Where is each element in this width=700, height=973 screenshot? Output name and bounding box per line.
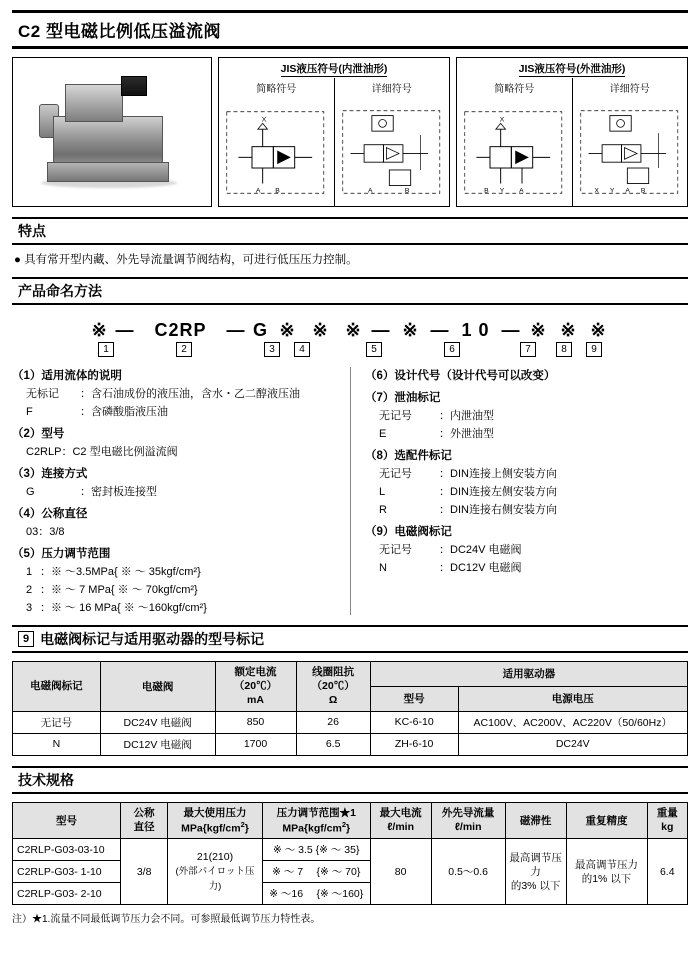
cell-max-current: 80 bbox=[370, 839, 431, 905]
naming-item-4-title: （4）公称直径 bbox=[12, 508, 88, 520]
svg-text:X: X bbox=[593, 187, 599, 195]
table-row bbox=[13, 711, 688, 733]
photo-solenoid-coil bbox=[65, 84, 123, 122]
cell-resistance-1: 26 bbox=[296, 711, 370, 733]
naming-item-8-title: （8）选配件标记 bbox=[365, 450, 452, 462]
symbol-art-simple-external bbox=[457, 98, 572, 206]
cell-model-2: C2RLP-G03- 1-10 bbox=[13, 861, 121, 883]
cell-driver-voltage-1: AC100V、AC200V、AC220V（50/60Hz） bbox=[458, 711, 688, 733]
svg-text:Y: Y bbox=[499, 187, 505, 195]
naming-item-9-line-2: N ：DC12V 电磁阀 bbox=[379, 562, 522, 574]
hydraulic-symbol-icon bbox=[219, 98, 334, 206]
cell-range-2: ※ ～ 7 {※ ～ 70} bbox=[262, 861, 370, 883]
svg-text:Y: Y bbox=[609, 187, 614, 195]
cell-weight: 6.4 bbox=[647, 839, 688, 905]
svg-text:A: A bbox=[624, 187, 630, 195]
svg-text:B: B bbox=[484, 187, 489, 195]
symbol-art-detail-internal bbox=[335, 98, 450, 206]
naming-item-9-title: （9）电磁阀标记 bbox=[365, 526, 452, 538]
code-dash-5: — bbox=[501, 320, 521, 340]
cell-resistance-2: 6.5 bbox=[296, 733, 370, 755]
th-pilot-flow: 外先导流量 ℓ/min bbox=[431, 802, 505, 839]
photo-valve-base bbox=[47, 162, 169, 182]
th-max-current: 最大电流 ℓ/min bbox=[370, 802, 431, 839]
page-root bbox=[0, 10, 700, 973]
code-cell-5b: ※ bbox=[345, 320, 362, 340]
th-hysteresis: 磁滞性 bbox=[505, 802, 566, 839]
code-tag-1: 1 bbox=[98, 342, 114, 357]
svg-text:A: A bbox=[255, 187, 261, 195]
solenoid-table-header-row-1 bbox=[13, 662, 688, 687]
naming-item-7-line-1: 无记号 ：内泄油型 bbox=[379, 410, 494, 422]
features-text: ● 具有常开型内藏、外先导流量调节阀结构，可进行低压压力控制。 bbox=[14, 254, 358, 266]
symbol-column-detail-2: 详细符号 X Y A B bbox=[572, 78, 688, 206]
cell-model-1: C2RLP-G03-03-10 bbox=[13, 839, 121, 861]
svg-text:B: B bbox=[640, 187, 645, 195]
symbol-art-detail-external bbox=[573, 98, 688, 206]
product-photo bbox=[12, 57, 212, 207]
hydraulic-symbol-icon-2 bbox=[457, 98, 572, 206]
cell-model-3: C2RLP-G03- 2-10 bbox=[13, 883, 121, 905]
cell-pilot-flow: 0.5～0.6 bbox=[431, 839, 505, 905]
cell-driver-voltage-2: DC24V bbox=[458, 733, 688, 755]
symbol-panel-title-2: JIS液压符号(外泄油形) bbox=[518, 63, 626, 75]
th-driver: 适用驱动器 bbox=[370, 662, 687, 687]
spec-table bbox=[12, 802, 688, 906]
naming-explanation bbox=[12, 367, 688, 615]
naming-item-3-title: （3）连接方式 bbox=[12, 468, 88, 480]
code-dash-3: — bbox=[371, 320, 391, 340]
th-weight: 重量 kg bbox=[647, 802, 688, 839]
cell-solenoid-1: DC24V 电磁阀 bbox=[100, 711, 215, 733]
naming-right-column bbox=[350, 367, 688, 615]
svg-text:A: A bbox=[519, 187, 524, 195]
naming-item-8-line-1: 无记号 ：DIN连接上侧安装方向 bbox=[379, 468, 557, 480]
svg-text:B: B bbox=[275, 187, 280, 195]
th-mark: 电磁阀标记 bbox=[13, 662, 101, 712]
cell-mark-2: N bbox=[13, 733, 101, 755]
code-tag-4: 4 bbox=[294, 342, 310, 357]
hydraulic-symbol-detail-icon-2 bbox=[573, 98, 688, 206]
naming-item-2-line-1: C2RLP：C2 型电磁比例溢流阀 bbox=[26, 446, 178, 458]
naming-item-2-title: （2）型号 bbox=[12, 428, 65, 440]
th-driver-voltage: 电源电压 bbox=[458, 686, 688, 711]
th-resistance: 线圈阻抗 （20℃） Ω bbox=[296, 662, 370, 712]
cell-max-pressure: 21(210) (外部パイロット压力) bbox=[168, 839, 263, 905]
table-row bbox=[13, 733, 688, 755]
naming-item-9-line-1: 无记号 ：DC24V 电磁阀 bbox=[379, 544, 522, 556]
symbol-column-detail: 详细符号 A B bbox=[334, 78, 450, 206]
symbol-panel-title: JIS液压符号(内泄油形) bbox=[280, 63, 388, 75]
top-illustration-row bbox=[12, 57, 688, 207]
model-code-block bbox=[12, 315, 688, 357]
naming-item-7-line-2: E ：外泄油型 bbox=[379, 428, 494, 440]
th-repeatability: 重复精度 bbox=[566, 802, 647, 839]
code-cell-9b: ※ bbox=[590, 320, 607, 340]
solenoid-section-title: 电磁阀标记与适用驱动器的型号标记 bbox=[40, 631, 265, 647]
code-tag-2: 2 bbox=[176, 342, 192, 357]
code-dash-1: — bbox=[115, 320, 135, 340]
cell-bore: 3/8 bbox=[121, 839, 168, 905]
naming-item-5-line-1: 1 ：※ ～3.5MPa{ ※ ～ 35kgf/cm²} bbox=[26, 566, 201, 578]
symbol-panel-internal-drain bbox=[218, 57, 450, 207]
naming-item-5-title: （5）压力调节范围 bbox=[12, 548, 111, 560]
symbol-column-simple: 简略符号 X A B bbox=[219, 78, 334, 206]
naming-item-8-line-2: L ：DIN连接左侧安装方向 bbox=[379, 486, 557, 498]
naming-item-1-title: （1）适用流体的说明 bbox=[12, 370, 122, 382]
code-tag-7: 7 bbox=[520, 342, 536, 357]
th-solenoid: 电磁阀 bbox=[100, 662, 215, 712]
code-dash-4: — bbox=[430, 320, 450, 340]
naming-item-5-line-3: 3 ：※ ～ 16 MPa{ ※ ～160kgf/cm²} bbox=[26, 602, 207, 614]
code-cell-2: C2RP bbox=[154, 320, 207, 340]
spec-table-header-row bbox=[13, 802, 688, 839]
cell-range-3: ※ ～16 {※ ～160} bbox=[262, 883, 370, 905]
code-cell-6: ※ bbox=[402, 320, 419, 340]
code-cell-1: ※ bbox=[91, 320, 108, 340]
model-code-row bbox=[12, 315, 688, 341]
solenoid-table bbox=[12, 661, 688, 756]
symbol-column-simple-2: 简略符号 X B Y A bbox=[457, 78, 572, 206]
code-cell-9: ※ bbox=[560, 320, 577, 340]
code-cell-5: ※ bbox=[312, 320, 329, 340]
code-dash-2: — bbox=[226, 320, 246, 340]
th-model: 型号 bbox=[13, 802, 121, 839]
svg-text:X: X bbox=[499, 116, 505, 124]
cell-mark-1: 无记号 bbox=[13, 711, 101, 733]
solenoid-section-number: 9 bbox=[18, 631, 34, 647]
naming-item-7-title: （7）泄油标记 bbox=[365, 392, 441, 404]
cell-repeatability: 最高调节压力 的1% 以下 bbox=[566, 839, 647, 905]
code-cell-8: ※ bbox=[530, 320, 547, 340]
code-cell-3: G bbox=[252, 320, 268, 340]
page-title: C2 型电磁比例低压溢流阀 bbox=[12, 10, 688, 49]
svg-text:X: X bbox=[261, 116, 267, 124]
features-heading: 特点 bbox=[12, 217, 688, 245]
solenoid-section-heading bbox=[12, 625, 688, 653]
code-cell-7: 1 0 bbox=[461, 320, 490, 340]
code-cell-4: ※ bbox=[279, 320, 296, 340]
cell-current-1: 850 bbox=[215, 711, 296, 733]
hydraulic-symbol-detail-icon bbox=[335, 98, 450, 206]
symbol-art-simple-internal bbox=[219, 98, 334, 206]
cell-driver-model-2: ZH-6-10 bbox=[370, 733, 458, 755]
code-tag-6: 6 bbox=[444, 342, 460, 357]
footer-note: 注）★1.流量不同最低调节压力会不同。可参照最低调节压力特性表。 bbox=[12, 914, 321, 926]
naming-item-6-title: （6）设计代号（设计代号可以改变） bbox=[365, 370, 556, 382]
model-code-tags bbox=[12, 342, 688, 357]
cell-hysteresis: 最高调节压力 的3% 以下 bbox=[505, 839, 566, 905]
th-driver-model: 型号 bbox=[370, 686, 458, 711]
naming-heading: 产品命名方法 bbox=[12, 277, 688, 305]
th-max-pressure: 最大使用压力 $MPa\{kgf/cm^2\}$ bbox=[168, 802, 263, 839]
th-current: 额定电流 （20℃） mA bbox=[215, 662, 296, 712]
cell-range-1: ※ ～ 3.5 {※ ～ 35} bbox=[262, 839, 370, 861]
code-tag-8: 8 bbox=[556, 342, 572, 357]
naming-item-3-line-1: G ：密封板连接型 bbox=[26, 486, 157, 498]
cell-solenoid-2: DC12V 电磁阀 bbox=[100, 733, 215, 755]
photo-connector bbox=[121, 76, 147, 96]
th-bore: 公称 直径 bbox=[121, 802, 168, 839]
svg-text:A: A bbox=[367, 187, 373, 195]
code-tag-5: 5 bbox=[366, 342, 382, 357]
symbol-panel-external-drain bbox=[456, 57, 688, 207]
spec-section-heading: 技术规格 bbox=[12, 766, 688, 794]
code-tag-9: 9 bbox=[586, 342, 602, 357]
cell-current-2: 1700 bbox=[215, 733, 296, 755]
svg-text:B: B bbox=[404, 187, 409, 195]
naming-item-1-line-2: F ：含磷酸脂液压油 bbox=[26, 406, 168, 418]
code-tag-3: 3 bbox=[264, 342, 280, 357]
th-range: 压力调节范围★1 $MPa\{kgf/cm^2\}$ bbox=[262, 802, 370, 839]
cell-driver-model-1: KC-6-10 bbox=[370, 711, 458, 733]
naming-item-5-line-2: 2 ：※ ～ 7 MPa{ ※ ～ 70kgf/cm²} bbox=[26, 584, 198, 596]
naming-item-1-line-1: 无标记 ：含石油成份的液压油，含水・乙二醇液压油 bbox=[26, 388, 300, 400]
table-row bbox=[13, 839, 688, 861]
naming-item-8-line-3: R ：DIN连接右侧安装方向 bbox=[379, 504, 557, 516]
naming-left-column bbox=[12, 367, 350, 615]
naming-item-4-line-1: 03：3/8 bbox=[26, 526, 65, 538]
